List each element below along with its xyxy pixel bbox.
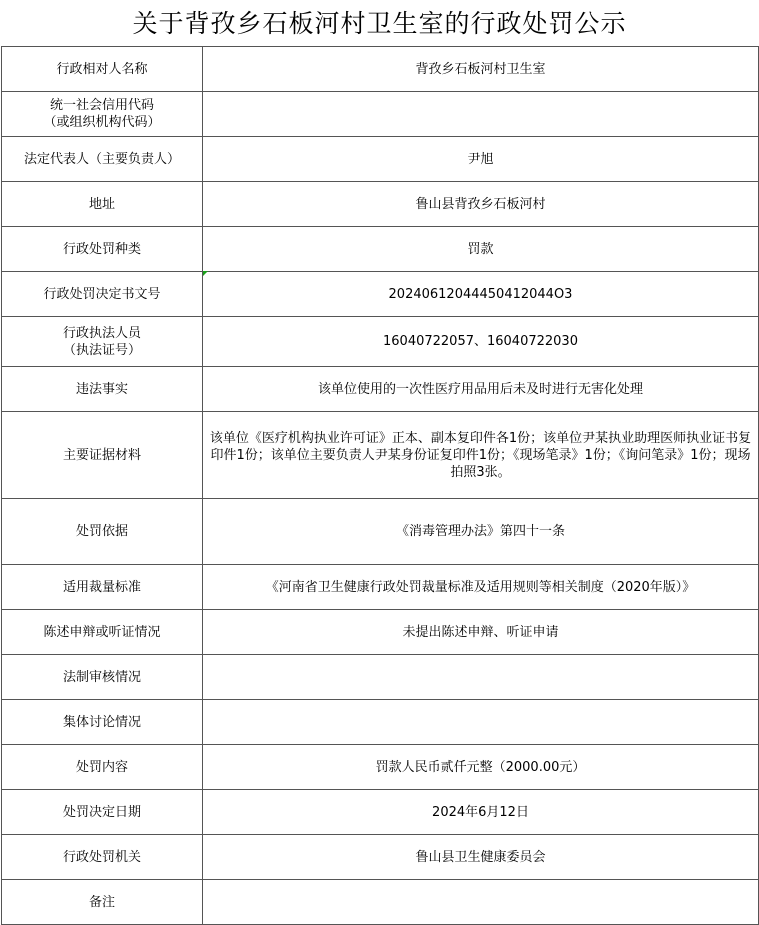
table-row-officers — [2, 317, 759, 367]
row-label: 主要证据材料 — [2, 412, 203, 499]
penalty-table — [1, 46, 759, 925]
row-value — [203, 700, 759, 745]
row-label: 行政处罚决定书文号 — [2, 272, 203, 317]
row-value: 该单位使用的一次性医疗用品用后未及时进行无害化处理 — [203, 367, 759, 412]
credit-code-label-text: 统一社会信用代码 （或组织机构代码） — [43, 98, 161, 130]
row-value — [203, 92, 759, 137]
row-label: 处罚内容 — [2, 745, 203, 790]
table-row-decision-date — [2, 790, 759, 835]
row-value — [203, 880, 759, 925]
row-value: 该单位《医疗机构执业许可证》正本、副本复印件各1份；该单位尹某执业助理医师执业证书复印件1份；该单位主要负责人尹某身份证复印件1份；《现场笔录》1份；《询问笔录》1份；现场拍照3张。 — [203, 412, 759, 499]
table-row-discretion-standard — [2, 565, 759, 610]
table-row-legal-basis — [2, 499, 759, 565]
officers-label-text: 行政执法人员 （执法证号） — [62, 325, 141, 358]
row-value: 2024年6月12日 — [203, 790, 759, 835]
table-row-legal-review — [2, 655, 759, 700]
table-row-evidence — [2, 412, 759, 499]
row-label: 陈述申辩或听证情况 — [2, 610, 203, 655]
row-label: 集体讨论情况 — [2, 700, 203, 745]
row-value: 《河南省卫生健康行政处罚裁量标准及适用规则等相关制度（2020年版）》 — [203, 565, 759, 610]
row-label: 行政相对人名称 — [2, 47, 203, 92]
row-value: 16040722057、16040722030 — [203, 317, 759, 367]
table-row-remarks — [2, 880, 759, 925]
page-title: 关于背孜乡石板河村卫生室的行政处罚公示 — [132, 9, 627, 38]
row-label: 适用裁量标准 — [2, 565, 203, 610]
row-value — [203, 655, 759, 700]
table-row-violation-facts — [2, 367, 759, 412]
row-label: 处罚决定日期 — [2, 790, 203, 835]
table-row-address — [2, 182, 759, 227]
table-row-credit-code — [2, 92, 759, 137]
table-row-legal-rep — [2, 137, 759, 182]
cell-comment-marker — [203, 271, 208, 276]
table-row-penalty-type — [2, 227, 759, 272]
row-value: 《消毒管理办法》第四十一条 — [203, 499, 759, 565]
table-row-party-name — [2, 47, 759, 92]
table-row-hearing — [2, 610, 759, 655]
row-value: 鲁山县卫生健康委员会 — [203, 835, 759, 880]
table-row-authority — [2, 835, 759, 880]
row-label: 违法事实 — [2, 367, 203, 412]
row-value: 未提出陈述申辩、听证申请 — [203, 610, 759, 655]
row-label: 处罚依据 — [2, 499, 203, 565]
table-row-decision-number — [2, 272, 759, 317]
table-row-group-discussion — [2, 700, 759, 745]
row-value: 20240612044450412044O3 — [203, 272, 759, 317]
row-label — [2, 317, 203, 367]
row-label: 法制审核情况 — [2, 655, 203, 700]
row-value: 尹旭 — [203, 137, 759, 182]
row-value: 鲁山县背孜乡石板河村 — [203, 182, 759, 227]
row-label: 行政处罚机关 — [2, 835, 203, 880]
row-label: 行政处罚种类 — [2, 227, 203, 272]
row-value: 罚款 — [203, 227, 759, 272]
row-label: 法定代表人（主要负责人） — [2, 137, 203, 182]
row-label: 备注 — [2, 880, 203, 925]
row-label — [2, 92, 203, 137]
table-row-penalty-content — [2, 745, 759, 790]
row-value: 背孜乡石板河村卫生室 — [203, 47, 759, 92]
row-value: 罚款人民币贰仟元整（2000.00元） — [203, 745, 759, 790]
row-label: 地址 — [2, 182, 203, 227]
